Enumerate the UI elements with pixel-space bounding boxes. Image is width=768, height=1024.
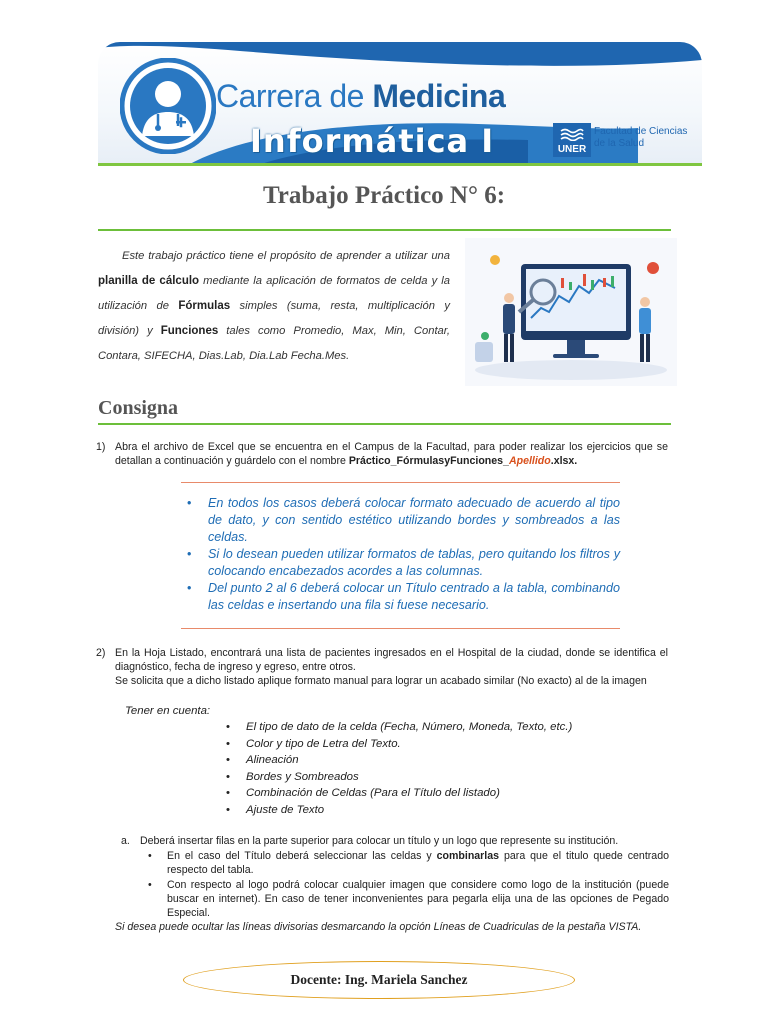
item-1-text: Abra el archivo de Excel que se encuentra en el Campus de la Facultad, para poder realizar los ejercicios que se detallan a continuación y guárdelo con el nombre Práctico_FórmulasyFunciones_Apellido.xlsx. — [115, 441, 668, 467]
header-banner — [98, 42, 702, 165]
consigna-rule — [98, 423, 671, 425]
item-2-line-2: Se solicita que a dicho listado aplique formato manual para lograr un acabado similar (No exacto) al de la imagen — [115, 675, 647, 687]
list-item: • Color y tipo de Letra del Texto. — [226, 736, 572, 753]
list-item: • Combinación de Celdas (Para el Título del listado) — [226, 785, 572, 802]
uner-logo — [553, 123, 591, 157]
document-title: Trabajo Práctico N° 6: — [262, 182, 506, 209]
notes-top-rule — [181, 482, 620, 483]
item-2-number: 2) — [96, 647, 106, 659]
wave-icon — [560, 127, 584, 141]
item-a-text: Deberá insertar filas en la parte superior para colocar un título y un logo que represente su institución. — [140, 835, 619, 847]
list-item: • Bordes y Sombreados — [226, 769, 572, 786]
uner-label: UNER — [557, 144, 587, 155]
item-a-sublist — [148, 849, 669, 921]
notes-bottom-rule — [181, 628, 620, 629]
tener-list — [226, 719, 572, 819]
list-item: • El tipo de dato de la celda (Fecha, Número, Moneda, Texto, etc.) — [226, 719, 572, 736]
intro-paragraph: Este trabajo práctico tiene el propósito de aprender a utilizar una planilla de cálculo mediante la aplicación de formatos de celda y la utilización de Fórmulas simples (suma, resta, multiplicación y división) y Funciones tales como Promedio, Max, Min, Contar, Contara, SIFECHA, Dias.Lab, Dia.Lab Fecha.Mes. — [98, 250, 450, 362]
item-1-number: 1) — [96, 441, 106, 453]
list-item: • Con respecto al logo podrá colocar cualquier imagen que considere como logo de la institución (puede buscar en internet). En caso de tener inconvenientes para pegarla elija una de las opciones de Pegado Especial. — [148, 878, 669, 920]
faculty-name: Facultad de Ciencias de la Salud — [594, 126, 688, 149]
consigna-heading: Consigna — [98, 397, 179, 419]
tener-heading: Tener en cuenta: — [125, 705, 211, 717]
title-rule — [98, 229, 671, 231]
banner-underline — [98, 163, 702, 166]
notes-list — [181, 495, 620, 614]
list-item: • Del punto 2 al 6 deberá colocar un Título centrado a la tabla, combinando las celdas e insertando una fila si fuese necesario. — [181, 580, 620, 614]
list-item: • Si lo desean pueden utilizar formatos de tablas, pero quitando los filtros y colocando encabezados acordes a las columnas. — [181, 546, 620, 580]
list-item: • En el caso del Título deberá seleccionar las celdas y combinarlas para que el titulo quede centrado respecto del tabla. — [148, 849, 669, 877]
data-analysis-illustration — [465, 238, 677, 386]
list-item: • Alineación — [226, 752, 572, 769]
item-a-number: a. — [121, 835, 130, 847]
doctor-icon — [120, 58, 216, 154]
banner-subtitle: Informática I — [250, 122, 495, 160]
item-2-text — [115, 646, 668, 688]
list-item: • Ajuste de Texto — [226, 802, 572, 819]
vista-note: Si desea puede ocultar las líneas divisorias desmarcando la opción Líneas de Cuadriculas de la pestaña VISTA. — [115, 921, 642, 933]
banner-title: Carrera de Medicina — [216, 78, 506, 114]
teacher-oval: Docente: Ing. Mariela Sanchez — [183, 961, 575, 999]
item-2-line-1: En la Hoja Listado, encontrará una lista de pacientes ingresados en el Hospital de la ciudad, donde se identifica el diagnóstico, fecha de ingreso y egreso, entre otros. — [115, 647, 668, 673]
list-item: • En todos los casos deberá colocar formato adecuado de acuerdo al tipo de dato, y con sentido estético utilizando bordes y sombreados a las celdas. — [181, 495, 620, 546]
